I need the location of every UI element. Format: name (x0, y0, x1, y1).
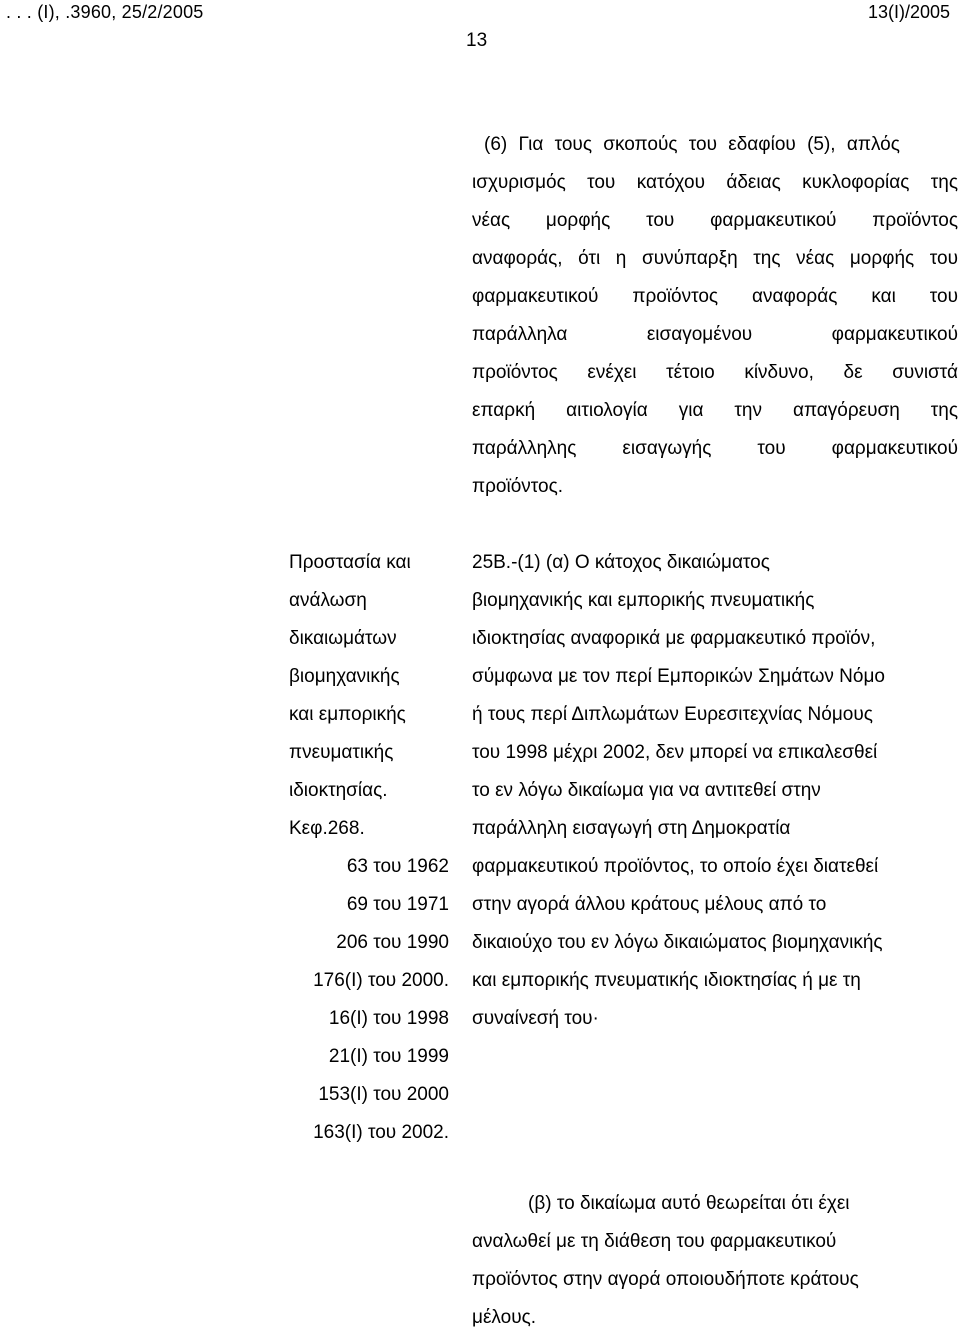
chapter-reference: Κεφ.268. (289, 818, 365, 839)
text-line: σύμφωνα με τον περί Εμπορικών Σημάτων Νόμο (472, 666, 885, 687)
text-line: στην αγορά άλλου κράτους μέλους από το (472, 894, 827, 915)
text-line: του 1998 μέχρι 2002, δεν μπορεί να επικαλεσθεί (472, 742, 878, 763)
law-reference: 176(Ι) του 2000. (313, 970, 449, 991)
text-line: μέλους. (472, 1307, 537, 1328)
text-line: προϊόντος. (472, 476, 564, 497)
text-line: αναλωθεί με τη διάθεση του φαρμακευτικού (472, 1231, 837, 1252)
text-line: ή τους περί Διπλωμάτων Ευρεσιτεχνίας Νόμους (472, 704, 873, 725)
header-reference: . . . (Ι), .3960, 25/2/2005 (6, 2, 204, 22)
margin-title-line: ιδιοκτησίας. (289, 780, 388, 801)
text-line: παράλληλη εισαγωγή στη Δημοκρατία (472, 818, 791, 839)
text-line: προϊόντος στην αγορά οποιουδήποτε κράτους (472, 1269, 859, 1290)
text-line: φαρμακευτικού προϊόντος, το οποίο έχει διατεθεί (472, 856, 879, 877)
text-line: (6) Για τους σκοπούς του εδαφίου (5), απλός (484, 134, 900, 155)
page-number: 13 (466, 30, 488, 51)
text-line: επαρκή αιτιολογία για την απαγόρευση της (472, 400, 958, 421)
text-line: ιδιοκτησίας αναφορικά με φαρμακευτικό προϊόν, (472, 628, 876, 649)
text-line: φαρμακευτικού προϊόντος αναφοράς και του (472, 286, 958, 307)
margin-title-line: βιομηχανικής (289, 666, 400, 687)
law-reference: 16(Ι) του 1998 (328, 1008, 449, 1029)
text-line: νέας μορφής του φαρμακευτικού προϊόντος (472, 210, 958, 231)
law-reference: 21(Ι) του 1999 (328, 1046, 449, 1067)
margin-title-line: δικαιωμάτων (289, 628, 397, 649)
margin-title-line: και εμπορικής (289, 704, 406, 725)
text-line: ισχυρισμός του κατόχου άδειας κυκλοφορίας της (472, 172, 958, 193)
text-line: βιομηχανικής και εμπορικής πνευματικής (472, 590, 815, 611)
margin-title-line: ανάλωση (289, 590, 367, 611)
text-line: και εμπορικής πνευματικής ιδιοκτησίας ή με τη (472, 970, 861, 991)
text-line: το εν λόγω δικαίωμα για να αντιτεθεί στην (472, 780, 821, 801)
article-heading-line: 25Β.-(1) (α) Ο κάτοχος δικαιώματος (472, 552, 770, 573)
text-line: δικαιούχο του εν λόγω δικαιώματος βιομηχανικής (472, 932, 883, 953)
law-reference: 206 του 1990 (336, 932, 449, 953)
margin-title-line: πνευματικής (289, 742, 394, 763)
margin-title-line: Προστασία και (289, 552, 411, 573)
law-reference: 153(Ι) του 2000 (318, 1084, 449, 1105)
law-number: 13(Ι)/2005 (867, 2, 950, 22)
text-line: παράλληλης εισαγωγής του φαρμακευτικού (472, 438, 958, 459)
law-reference: 69 του 1971 (346, 894, 449, 915)
text-line: (β) το δικαίωμα αυτό θεωρείται ότι έχει (528, 1193, 850, 1214)
law-reference: 163(Ι) του 2002. (313, 1122, 449, 1143)
law-reference: 63 του 1962 (346, 856, 449, 877)
text-line: συναίνεσή του· (472, 1008, 599, 1029)
text-line: προϊόντος ενέχει τέτοιο κίνδυνο, δε συνιστά (472, 362, 958, 383)
text-line: παράλληλα εισαγομένου φαρμακευτικού (472, 324, 958, 345)
text-line: αναφοράς, ότι η συνύπαρξη της νέας μορφής του (472, 248, 958, 269)
